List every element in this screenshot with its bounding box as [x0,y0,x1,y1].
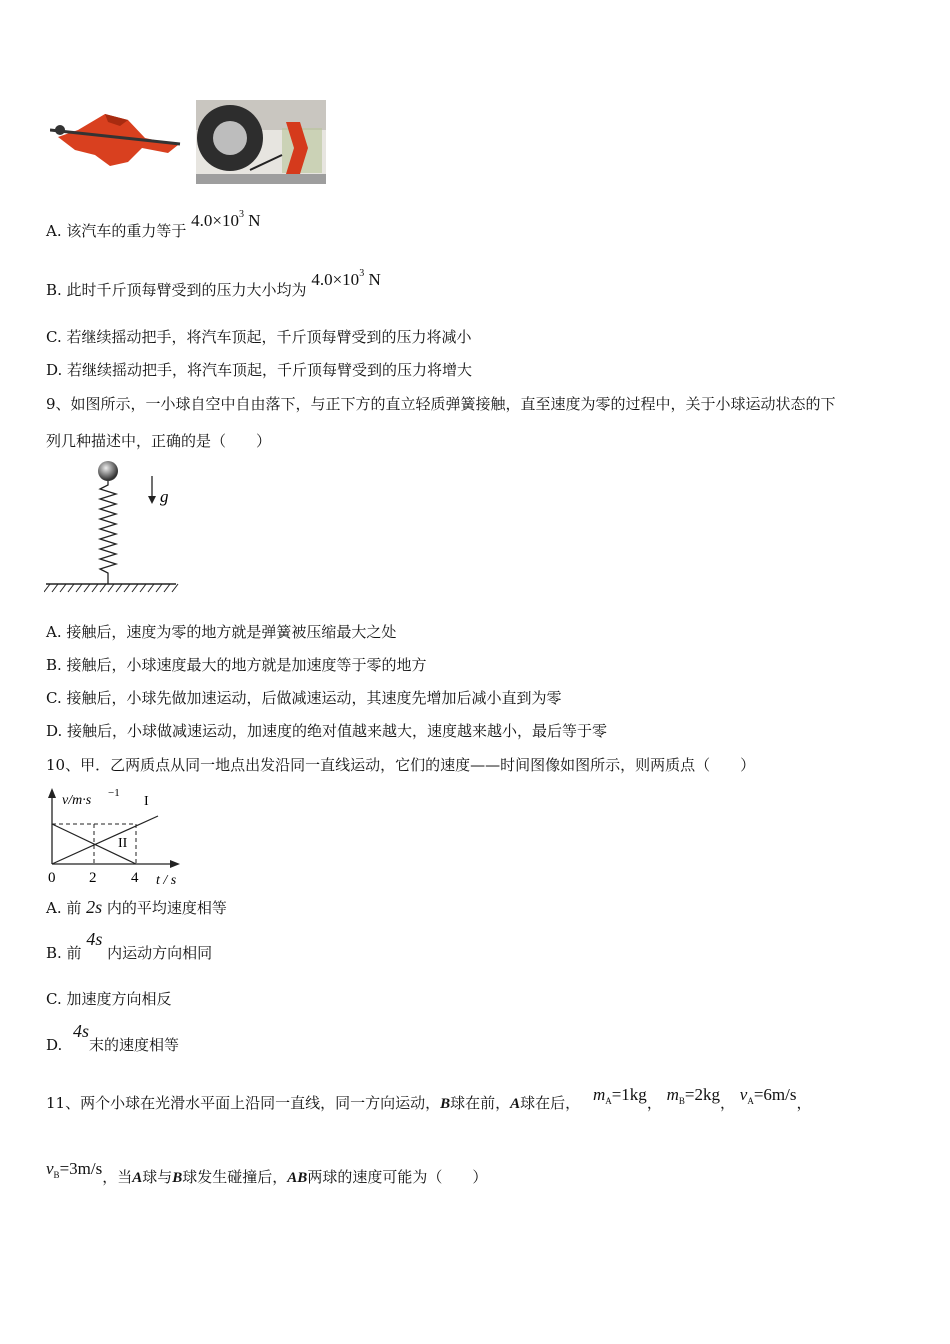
q9-option-c: C. 接触后，小球先做加速运动，后做减速运动，其速度先增加后减小直到为零 [46,689,562,707]
q9-option-a: A. 接触后，速度为零的地方就是弹簧被压缩最大之处 [46,623,397,641]
q11-ball-a: A [510,1096,521,1112]
q8-option-b-unit: N [364,270,381,289]
q9-option-b: B. 接触后，小球速度最大的地方就是加速度等于零的地方 [46,656,427,674]
q11-velocity-b-value: =3m/s [59,1159,103,1178]
q11-line2-b: 球与 [142,1168,173,1186]
q11-mass-a-symbol: m [592,1085,606,1104]
q11-stem-b: 球在前， [450,1094,511,1112]
q10-option-a-prefix: A. 前 [46,899,87,917]
jack-figure [50,100,330,185]
q11-velocity-a-sub: A [747,1096,754,1106]
gravity-label: g [160,487,169,506]
q11-velocity-b [46,1159,102,1178]
q8-option-a-exp: 3 [239,209,244,220]
q8-option-d: D. 若继续摇动把手，将汽车顶起，千斤顶每臂受到的压力将增大 [46,361,473,379]
q11-velocity-a [740,1085,797,1104]
q11-ball-b: B [440,1096,451,1112]
vt-xlabel: t / s [156,873,177,888]
q10-option-b-suffix: 内运动方向相同 [102,944,213,962]
q8-option-c: C. 若继续摇动把手，将汽车顶起，千斤顶每臂受到的压力将减小 [46,328,472,346]
q10-option-a-suffix: 内的平均速度相等 [102,899,227,917]
q11-velocity-b-symbol: v [46,1159,54,1178]
q11-mass-b-sub: B [678,1096,685,1106]
q10-option-d-prefix: D. [46,1036,68,1054]
q8-option-a-unit: N [244,211,261,230]
q11-velocity-a-symbol: v [739,1085,748,1104]
q10-option-d-suffix: 末的速度相等 [89,1036,180,1054]
vt-tick-0: 0 [48,870,56,886]
vt-line-1 [52,816,158,864]
q11-stem-c: 球在后， [520,1094,581,1112]
q10-option-a [46,897,227,918]
q11-velocity-b-sub: B [53,1170,60,1180]
q10-option-c: C. 加速度方向相反 [46,990,172,1008]
q11-mass-b-symbol: m [666,1085,679,1104]
q8-option-b [46,268,381,300]
q8-option-b-value: 4.0×10 [311,270,360,289]
q8-option-a-math [191,211,260,230]
vt-graph [40,784,200,890]
q11-mass-a-value: =1kg [611,1085,647,1104]
q10-option-b-prefix: B. 前 [46,944,87,962]
q8-option-b-text: B. 此时千斤顶每臂受到的压力大小均为 [46,281,307,299]
vt-line2-label: II [118,836,128,851]
ball [98,461,118,481]
q11-stem-line1: 11、两个小球在光滑水平面上沿同一直线，同一方向运动，B球在前，A球在后， $m_A=1kg$， $m_B=2kg$， $v_A=6m/s$， [46,1085,812,1112]
spring-figure [44,458,184,598]
q10-option-b [46,929,213,963]
q10-stem: 10、甲．乙两质点从同一地点出发沿同一直线运动，它们的速度——时间图像如图所示，则两质点（ ） [46,756,756,774]
q11-line2-d: 两球的速度可能为（ ） [307,1168,488,1186]
vt-ylabel-exp: −1 [108,787,120,799]
q8-option-a-text: A. 该汽车的重力等于 [46,222,187,240]
q11-balls-ab: AB [287,1170,308,1186]
q11-stem-a: 11、两个小球在光滑水平面上沿同一直线，同一方向运动， [46,1094,441,1112]
vt-tick-4: 4 [131,870,139,886]
vt-tick-2: 2 [89,870,97,886]
q11-line2-a: ，当 [102,1168,133,1186]
q10-option-a-var: 2s [86,897,103,917]
q11-mass-b-value: =2kg [684,1085,720,1104]
q8-option-b-exp: 3 [359,268,365,279]
spring [100,481,116,584]
q9-stem-line2: 列几种描述中，正确的是（ ） [46,432,272,450]
q11-mass-a-sub: A [605,1096,612,1106]
vt-ylabel: v/m·s [62,793,92,808]
q10-option-d [46,1021,180,1055]
q8-option-b-math [311,270,380,289]
vt-line1-label: I [144,794,149,809]
q9-option-d: D. 接触后，小球做减速运动，加速度的绝对值越来越大，速度越来越小，最后等于零 [46,722,608,740]
vt-graph-svg [40,784,200,890]
spring-illustration [44,458,184,598]
q11-mass-a [593,1085,647,1104]
q11-ball-b-2: B [172,1170,183,1186]
q10-option-d-var: 4s [73,1021,90,1041]
q8-option-a [46,209,261,241]
q11-stem-line2 [46,1159,488,1187]
q8-option-a-value: 4.0×10 [191,211,239,230]
q11-velocity-a-value: =6m/s [753,1085,797,1104]
q11-line2-c: 球发生碰撞后， [182,1168,288,1186]
jack-illustration [50,100,330,185]
q11-mass-b [667,1085,720,1104]
q11-ball-a-2: A [132,1170,143,1186]
q9-stem-line1: 9、如图所示，一小球自空中自由落下，与正下方的直立轻质弹簧接触，直至速度为零的过程中，关于小球运动状态的下 [46,395,836,413]
q10-option-b-var: 4s [86,929,103,949]
